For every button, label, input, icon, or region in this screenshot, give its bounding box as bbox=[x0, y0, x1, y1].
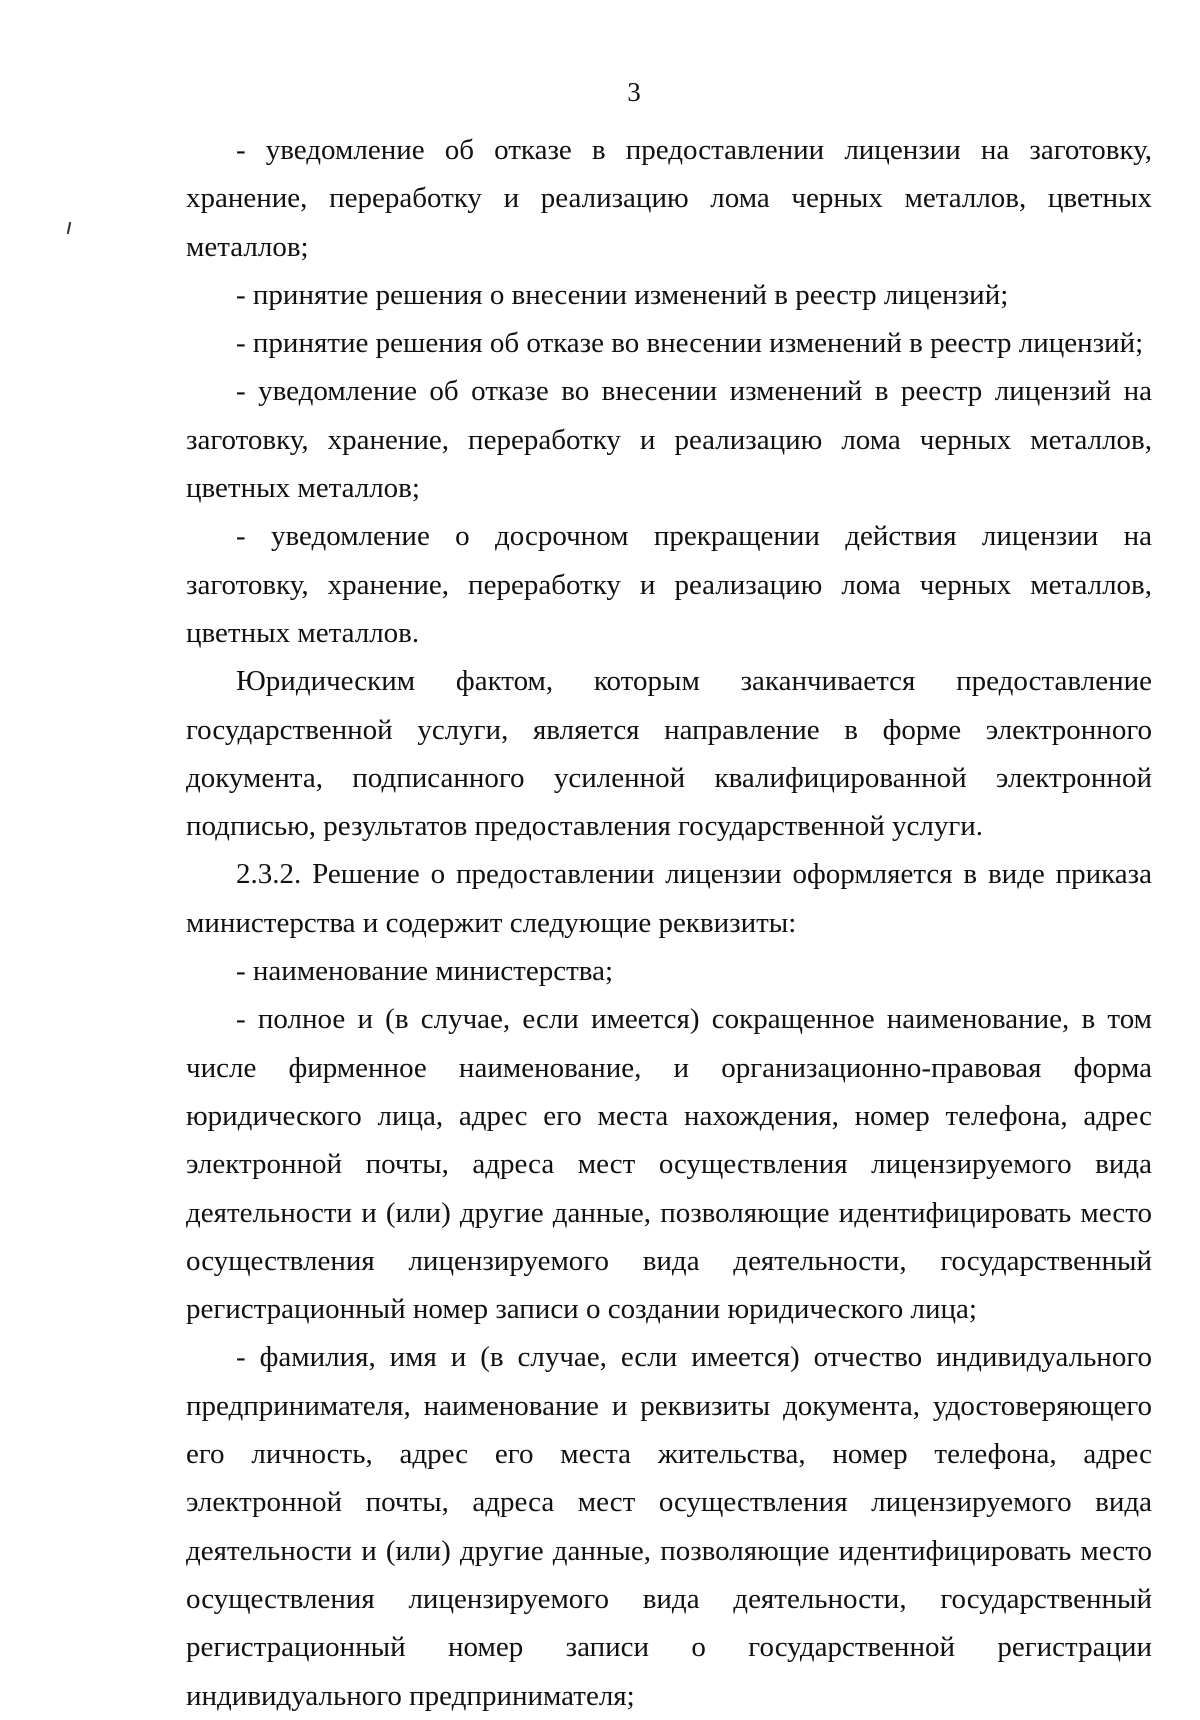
document-body bbox=[186, 126, 1152, 1720]
paragraph-section-2-3-2: 2.3.2. Решение о предоставлении лицензии оформляется в виде приказа министерства и содержит следующие реквизиты: bbox=[186, 858, 1152, 939]
paragraph-notice-refusal-register-changes: - уведомление об отказе во внесении изменений в реестр лицензий на заготовку, хранение, переработку и реализацию лома черных металлов, цветных металлов; bbox=[186, 375, 1152, 505]
paragraph-entrepreneur-details: - фамилия, имя и (в случае, если имеется) отчество индивидуального предпринимателя, наименование и реквизиты документа, удостоверяющего его личность, адрес его места жительства, номер телефона, адрес электронной почты, адреса мест осуществления лицензируемого вида деятельности и (или) другие данные, позволяющие идентифицировать место осуществления лицензируемого вида деятельности, государственный регистрационный номер записи о государственной регистрации индивидуального предпринимателя; bbox=[186, 1341, 1152, 1712]
paragraph-decision-refusal-register-changes: - принятие решения об отказе во внесении изменений в реестр лицензий; bbox=[236, 327, 1144, 360]
paragraph-legal-entity-details: - полное и (в случае, если имеется) сокращенное наименование, в том числе фирменное наименование, и организационно-правовая форма юридического лица, адрес его места нахождения, номер телефона, адрес электронной почты, адреса мест осуществления лицензируемого вида деятельности и (или) другие данные, позволяющие идентифицировать место осуществления лицензируемого вида деятельности, государственный регистрационный номер записи о создании юридического лица; bbox=[186, 1003, 1152, 1326]
paragraph-legal-fact: Юридическим фактом, которым заканчивается предоставление государственной услуги, является направление в форме электронного документа, подписанного усиленной квалифицированной электронной подписью, результатов предоставления государственной услуги. bbox=[186, 665, 1152, 843]
paragraph-notice-refusal-license: - уведомление об отказе в предоставлении лицензии на заготовку, хранение, переработку и реализацию лома черных металлов, цветных металлов; bbox=[186, 134, 1152, 263]
page-number: 3 bbox=[627, 77, 641, 107]
paragraph-ministry-name: - наименование министерства; bbox=[236, 955, 614, 988]
paragraph-decision-register-changes: - принятие решения о внесении изменений в реестр лицензий; bbox=[236, 278, 1009, 311]
paragraph-notice-early-termination: - уведомление о досрочном прекращении действия лицензии на заготовку, хранение, переработку и реализацию лома черных металлов, цветных металлов. bbox=[186, 520, 1152, 649]
scan-mark bbox=[67, 222, 71, 234]
